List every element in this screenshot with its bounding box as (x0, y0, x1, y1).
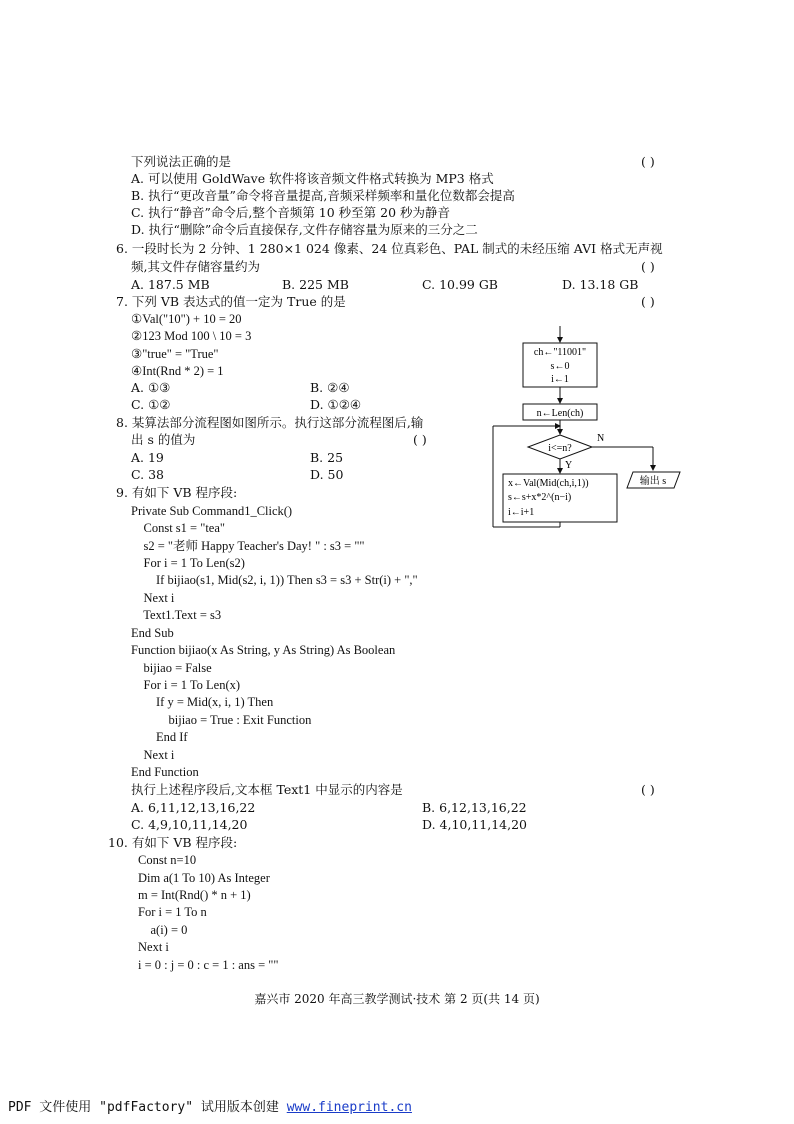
code-line: If y = Mid(x, i, 1) Then (131, 695, 274, 709)
q7-answer-paren: ( ) (641, 294, 655, 309)
flowchart-init-i: i←1 (551, 374, 569, 385)
q7-option-b: B. ②④ (310, 380, 350, 395)
q6-option-c: C. 10.99 GB (422, 277, 498, 292)
q9-stem: 9. 有如下 VB 程序段: (116, 485, 238, 500)
code-line: Const s1 = "tea" (131, 521, 225, 535)
code-line: Next i (131, 591, 175, 605)
q6-option-d: D. 13.18 GB (562, 277, 639, 292)
q9-answer-paren: ( ) (641, 782, 655, 797)
q7-expr-1: ①Val("10") + 10 = 20 (131, 312, 242, 326)
code-line: End Sub (131, 626, 174, 640)
q5-answer-paren: ( ) (641, 154, 655, 169)
pdf-notice-text: PDF 文件使用 "pdfFactory" 试用版本创建 (8, 1100, 287, 1115)
q8-stem-line1: 8. 某算法部分流程图如图所示。执行这部分流程图后,输 (116, 415, 424, 430)
code-line: Const n=10 (138, 853, 197, 867)
flowchart-body-line2: s←s+x*2^(n−i) (508, 492, 572, 503)
q8-option-d: D. 50 (310, 467, 344, 482)
flowchart-init-ch: ch←"11001" (533, 347, 587, 358)
q6-option-b: B. 225 MB (282, 277, 349, 292)
q5-option-c: C. 执行“静音”命令后,整个音频第 10 秒至第 20 秒为静音 (131, 205, 451, 220)
q9-option-d: D. 4,10,11,14,20 (422, 817, 527, 832)
page-footer: 嘉兴市 2020 年高三教学测试·技术 第 2 页(共 14 页) (254, 992, 540, 1006)
q7-expr-4: ④Int(Rnd * 2) = 1 (131, 364, 224, 378)
pdf-notice (8, 1096, 412, 1115)
code-line: a(i) = 0 (138, 923, 188, 937)
q9-option-c: C. 4,9,10,11,14,20 (131, 817, 248, 832)
code-line: Next i (138, 940, 169, 954)
code-line: If bijiao(s1, Mid(s2, i, 1)) Then s3 = s3 + Str(i) + "," (131, 573, 418, 587)
q6-stem-line2: 频,其文件存储容量约为 (131, 259, 260, 274)
code-line: Private Sub Command1_Click() (131, 504, 293, 518)
code-line: s2 = "老师 Happy Teacher's Day! " : s3 = "" (131, 539, 365, 553)
q8-option-a: A. 19 (131, 450, 164, 465)
flowchart-condition-text: i<=n? (548, 443, 572, 454)
flowchart-body-line3: i←i+1 (508, 507, 535, 518)
q9-question: 执行上述程序段后,文本框 Text1 中显示的内容是 (131, 782, 403, 797)
flowchart-init-s: s←0 (550, 361, 570, 372)
code-line: Next i (131, 748, 175, 762)
q8-option-b: B. 25 (310, 450, 344, 465)
q8-answer-paren: ( ) (413, 432, 427, 447)
q10-stem: 10. 有如下 VB 程序段: (108, 835, 238, 850)
code-line: For i = 1 To Len(x) (131, 678, 241, 692)
flowchart (488, 322, 688, 532)
q7-expr-3: ③"true" = "True" (131, 347, 219, 361)
q5-option-b: B. 执行“更改音量”命令将音量提高,音频采样频率和量化位数都会提高 (131, 188, 515, 203)
flowchart-len-text: n←Len(ch) (536, 408, 584, 419)
fineprint-link[interactable]: www.fineprint.cn (286, 1100, 412, 1115)
q7-option-c: C. ①② (131, 397, 171, 412)
code-line: For i = 1 To n (138, 905, 207, 919)
q7-option-a: A. ①③ (131, 380, 171, 395)
code-line: i = 0 : j = 0 : c = 1 : ans = "" (138, 958, 279, 972)
q9-option-b: B. 6,12,13,16,22 (422, 800, 527, 815)
q5-option-a: A. 可以使用 GoldWave 软件将该音频文件格式转换为 MP3 格式 (131, 171, 494, 186)
code-line: m = Int(Rnd() * n + 1) (138, 888, 251, 902)
q8-stem-line2: 出 s 的值为 (131, 432, 196, 447)
code-line: End Function (131, 765, 199, 779)
q7-expr-2: ②123 Mod 100 \ 10 = 3 (131, 329, 252, 343)
code-line: bijiao = True : Exit Function (131, 713, 312, 727)
q7-option-d: D. ①②④ (310, 397, 362, 412)
q5-option-d: D. 执行“删除”命令后直接保存,文件存储容量为原来的三分之二 (131, 222, 478, 237)
code-line: bijiao = False (131, 661, 212, 675)
q6-stem-line1: 6. 一段时长为 2 分钟、1 280×1 024 像素、24 位真彩色、PAL 制式的未经压缩 AVI 格式无声视 (116, 241, 663, 256)
flowchart-no-label: N (597, 433, 605, 444)
q8-option-c: C. 38 (131, 467, 164, 482)
flowchart-body-line1: x←Val(Mid(ch,i,1)) (508, 478, 589, 489)
code-line: Text1.Text = s3 (131, 608, 222, 622)
code-line: For i = 1 To Len(s2) (131, 556, 245, 570)
code-line: Dim a(1 To 10) As Integer (138, 871, 270, 885)
q9-option-a: A. 6,11,12,13,16,22 (131, 800, 256, 815)
q6-answer-paren: ( ) (641, 259, 655, 274)
q6-option-a: A. 187.5 MB (131, 277, 210, 292)
code-line: End If (131, 730, 188, 744)
code-line: Function bijiao(x As String, y As String) As Boolean (131, 643, 396, 657)
flowchart-yes-label: Y (565, 460, 573, 471)
flowchart-output-text: 输出 s (639, 476, 667, 487)
q7-stem: 7. 下列 VB 表达式的值一定为 True 的是 (116, 294, 346, 309)
q5-stem: 下列说法正确的是 (131, 154, 232, 169)
